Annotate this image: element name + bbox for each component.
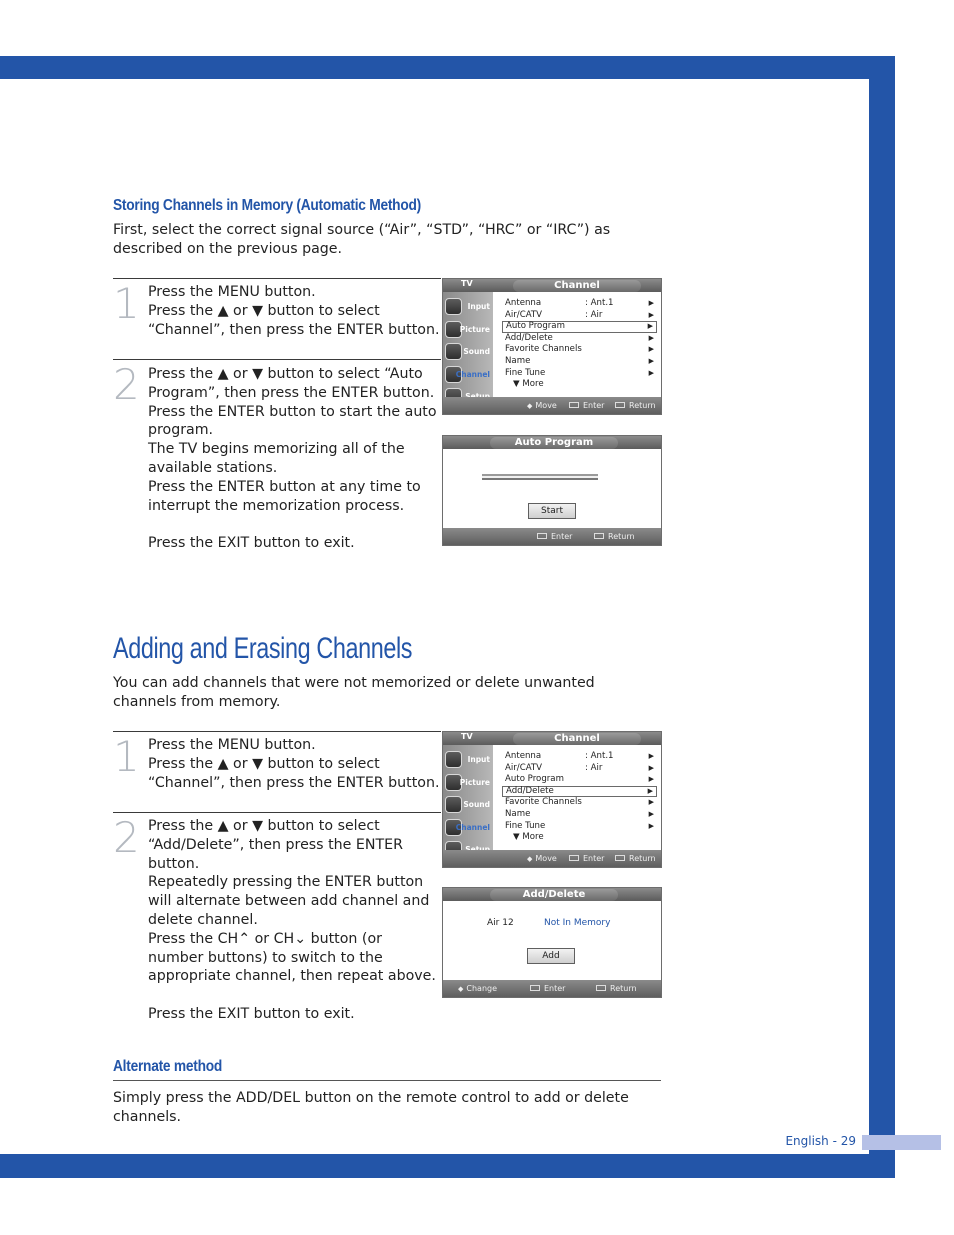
osd-foot-move: ◆ Move (527, 401, 557, 410)
tv-osd-auto-program (442, 435, 662, 546)
osd-menu-row: Antenna : Ant.1 ▶ (505, 751, 654, 761)
arrow-right-icon: ▶ (647, 786, 653, 795)
osd-side-input (443, 749, 493, 770)
arrow-right-icon: ▶ (648, 333, 654, 342)
section-heading-adding-erasing: Adding and Erasing Channels (113, 632, 413, 665)
step-divider (113, 731, 441, 732)
step-instructions: Press the ▲ or ▼ button to select “Add/Delete”, then press the ENTER button. Repeatedly pressing the ENTER button will alternate between add channel and delete channel. Press the CH⌃ or CH⌄ button (or number buttons) to switch to the appropriate channel, then repeat above. Press the EXIT button to exit. (148, 818, 436, 1022)
arrow-right-icon: ▶ (648, 810, 654, 818)
arrow-right-icon: ▶ (648, 775, 654, 784)
osd-side-label: Channel (455, 370, 490, 379)
up-down-icon: ◆ (527, 855, 533, 863)
arrow-right-icon: ▶ (648, 368, 654, 377)
osd-title: Add/Delete (490, 889, 618, 901)
osd-sidebar (443, 745, 493, 850)
top-blue-band (0, 56, 895, 79)
step-number: 1 (113, 279, 140, 328)
osd-side-picture (443, 772, 493, 793)
up-down-icon: ◆ (527, 402, 533, 410)
osd-sidebar (443, 292, 493, 397)
arrow-right-icon: ▶ (648, 763, 654, 772)
sound-icon (445, 796, 462, 813)
osd-menu-row: Auto Program ▶ (505, 774, 654, 785)
osd-menu-row: Favorite Channels ▶ (505, 344, 654, 355)
osd-foot-return: Return (615, 854, 656, 863)
page-number: English - 29 (785, 1134, 856, 1148)
osd-footer (443, 850, 661, 867)
osd-menu-row: Fine Tune ▶ (505, 367, 654, 378)
step-number: 2 (113, 360, 140, 409)
input-icon (445, 751, 462, 768)
arrow-right-icon: ▶ (648, 357, 654, 365)
osd-foot-return: Return (615, 401, 656, 410)
step-number: 1 (113, 732, 140, 781)
auto-program-progress-bar (482, 474, 598, 480)
osd-side-label: Sound (463, 347, 490, 356)
osd-side-channel (443, 364, 493, 385)
osd-footer (443, 397, 661, 414)
left-right-icon: ◆ (458, 985, 464, 993)
input-icon (445, 298, 462, 315)
enter-icon (537, 533, 547, 539)
enter-icon (569, 402, 579, 408)
osd-menu-row: Air/CATV : Air ▶ (505, 309, 654, 320)
osd-menu-row-more: ▼ More (513, 832, 544, 843)
enter-icon (530, 985, 540, 991)
section-intro-adding: You can add channels that were not memorized or delete unwanted channels from memory. (113, 675, 595, 710)
osd-tv-label: TV (461, 279, 473, 288)
osd-side-label: Sound (463, 800, 490, 809)
osd-side-label: Picture (459, 325, 490, 334)
sound-icon (445, 343, 462, 360)
start-button: Start (528, 503, 576, 519)
alternate-text: Simply press the ADD/DEL button on the remote control to add or delete channels. (113, 1090, 629, 1125)
osd-side-channel (443, 817, 493, 838)
osd-side-picture (443, 319, 493, 340)
osd-side-label: Input (467, 755, 490, 764)
osd-tv-label: TV (461, 732, 473, 741)
memory-status: Not In Memory (544, 918, 611, 928)
osd-menu-row-selected: Add/Delete ▶ (502, 786, 657, 798)
osd-side-label: Channel (455, 823, 490, 832)
bottom-blue-band (0, 1154, 895, 1178)
osd-foot-return: Return (596, 984, 637, 993)
osd-menu-row: Fine Tune ▶ (505, 820, 654, 831)
osd-foot-enter: Enter (569, 854, 604, 863)
add-button: Add (527, 948, 575, 964)
tv-osd-channel-menu (442, 278, 662, 415)
osd-foot-enter: Enter (530, 984, 565, 993)
osd-foot-change: ◆ Change (458, 984, 498, 993)
osd-title: Channel (513, 280, 641, 292)
channel-number: Air 12 (487, 918, 514, 928)
step-divider (113, 278, 441, 279)
arrow-right-icon: ▶ (648, 752, 654, 760)
osd-menu-row: Name ▶ (505, 356, 654, 366)
page-tab (862, 1135, 941, 1150)
return-icon (596, 985, 606, 991)
step-instructions: Press the MENU button. Press the ▲ or ▼ button to select “Channel”, then press the ENTER button. (148, 284, 440, 338)
arrow-right-icon: ▶ (648, 310, 654, 319)
osd-title: Auto Program (490, 437, 618, 449)
enter-icon (569, 855, 579, 861)
osd-side-sound (443, 794, 493, 815)
arrow-right-icon: ▶ (648, 299, 654, 307)
osd-side-label: Input (467, 302, 490, 311)
tv-osd-channel-menu (442, 731, 662, 868)
osd-side-label: Picture (459, 778, 490, 787)
arrow-right-icon: ▶ (648, 821, 654, 830)
osd-foot-move: ◆ Move (527, 854, 557, 863)
osd-menu-row: Name ▶ (505, 809, 654, 819)
osd-menu-row: Favorite Channels ▶ (505, 797, 654, 808)
arrow-right-icon: ▶ (648, 345, 654, 354)
step-instructions: Press the ▲ or ▼ button to select “Auto Program”, then press the ENTER button. Press the ENTER button to start the auto program. The TV begins memorizing all of the available stations. Press the ENTER button at any time to interrupt the memorization process. Press the EXIT button to exit. (148, 366, 437, 552)
osd-foot-return: Return (594, 532, 635, 541)
tv-osd-add-delete (442, 887, 662, 998)
osd-menu-row: Antenna : Ant.1 ▶ (505, 298, 654, 308)
chevron-up-icon: ⌃ (238, 930, 251, 947)
step-instructions: Press the MENU button. Press the ▲ or ▼ button to select “Channel”, then press the ENTER button. (148, 737, 440, 791)
return-icon (615, 855, 625, 861)
osd-menu-row: Add/Delete ▶ (505, 332, 654, 343)
osd-foot-enter: Enter (537, 532, 572, 541)
arrow-right-icon: ▶ (648, 798, 654, 807)
osd-menu-row-selected: Auto Program ▶ (502, 321, 657, 333)
osd-footer (443, 528, 661, 545)
return-icon (615, 402, 625, 408)
section-heading-alternate: Alternate method (113, 1058, 223, 1075)
osd-menu-row: Air/CATV : Air ▶ (505, 762, 654, 773)
osd-side-input (443, 296, 493, 317)
step-number: 2 (113, 813, 140, 862)
osd-title: Channel (513, 733, 641, 745)
step-divider (113, 359, 441, 360)
osd-side-sound (443, 341, 493, 362)
section-intro-storing: First, select the correct signal source (“Air”, “STD”, “HRC” or “IRC”) as described on the previous page. (113, 222, 611, 257)
section-heading-storing-channels: Storing Channels in Memory (Automatic Method) (113, 197, 421, 214)
chevron-down-icon: ⌄ (294, 930, 307, 947)
osd-footer (443, 980, 661, 997)
step-divider (113, 812, 441, 813)
return-icon (594, 533, 604, 539)
osd-foot-enter: Enter (569, 401, 604, 410)
alternate-divider (113, 1080, 661, 1081)
arrow-right-icon: ▶ (647, 322, 653, 331)
right-blue-band (869, 56, 895, 1154)
osd-menu-row-more: ▼ More (513, 379, 544, 390)
